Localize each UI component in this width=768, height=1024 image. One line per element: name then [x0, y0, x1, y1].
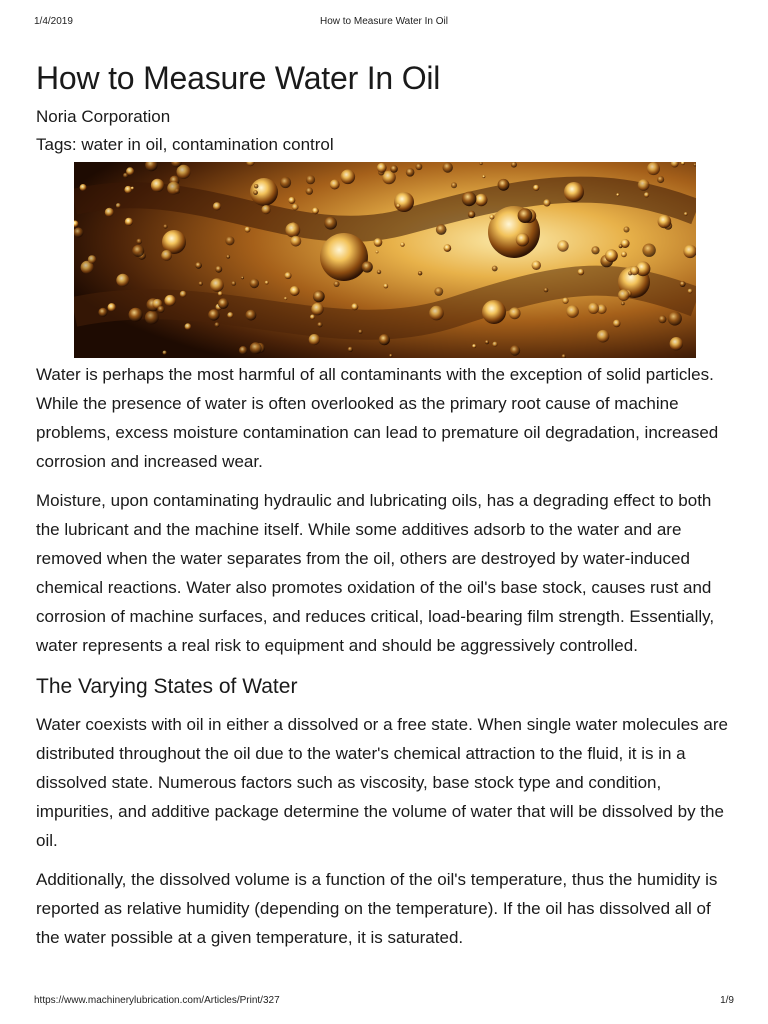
- droplet: [132, 245, 144, 257]
- droplet: [485, 340, 489, 344]
- droplet: [167, 182, 180, 195]
- droplet: [436, 224, 447, 235]
- droplet: [309, 334, 320, 345]
- droplet: [116, 274, 129, 287]
- droplet: [482, 175, 485, 178]
- droplet: [533, 185, 539, 191]
- droplet: [163, 224, 167, 228]
- section-heading: The Varying States of Water: [36, 675, 298, 698]
- droplet: [231, 281, 236, 286]
- print-date: 1/4/2019: [34, 16, 73, 27]
- droplet: [226, 255, 230, 259]
- droplet: [509, 307, 521, 319]
- article-title: How to Measure Water In Oil: [36, 60, 441, 96]
- article: [36, 56, 738, 947]
- droplet: [597, 330, 610, 343]
- droplet: [434, 287, 443, 296]
- droplet: [376, 250, 379, 253]
- droplet: [218, 298, 229, 309]
- droplet: [213, 202, 221, 210]
- droplet: [680, 281, 686, 287]
- droplet: [265, 281, 269, 285]
- droplet: [290, 286, 300, 296]
- paragraph: Moisture, upon contaminating hydraulic and lubricating oils, has a degrading effect to both the lubricant and the machine itself. While some additives adsorb to the water and are removed when the water separates from the oil, others are destroyed by water-induced chemical reactions. Water also promotes oxidation of the oil's base stock, causes rust and corrosion of machine surfaces, and reduces critical, load-bearing film strength. Essentially, water represents a real risk to equipment and should be aggressively controlled.: [36, 491, 715, 655]
- droplet: [642, 244, 655, 257]
- droplet: [215, 266, 222, 273]
- droplet: [377, 270, 381, 274]
- droplet: [225, 236, 234, 245]
- droplet: [566, 305, 579, 318]
- droplet: [125, 218, 133, 226]
- droplet: [630, 266, 639, 275]
- droplet: [379, 334, 390, 345]
- droplet: [250, 279, 260, 289]
- droplet: [468, 211, 475, 218]
- droplet: [241, 276, 244, 279]
- droplet: [390, 165, 398, 173]
- droplet: [351, 303, 358, 310]
- print-header: [34, 16, 734, 30]
- droplet: [262, 205, 271, 214]
- droplet: [227, 312, 233, 318]
- droplet: [136, 239, 142, 245]
- droplet: [145, 311, 159, 325]
- droplet: [199, 281, 203, 285]
- droplet: [131, 187, 134, 190]
- droplet: [480, 162, 483, 165]
- droplet: [400, 242, 404, 246]
- droplet: [619, 244, 623, 248]
- droplet: [668, 311, 682, 325]
- droplet: [444, 244, 452, 252]
- droplet: [306, 175, 315, 184]
- droplet: [324, 217, 337, 230]
- droplet: [124, 186, 132, 194]
- droplet: [292, 204, 299, 211]
- droplet: [624, 227, 630, 233]
- droplet: [285, 272, 292, 279]
- droplet: [489, 215, 494, 220]
- droplet: [621, 251, 627, 257]
- droplet: [688, 289, 693, 294]
- droplet: [285, 223, 300, 238]
- droplet: [657, 176, 664, 183]
- droplet: [613, 320, 621, 328]
- droplet: [108, 303, 116, 311]
- droplet: [516, 233, 529, 246]
- droplet: [591, 246, 599, 254]
- droplet: [105, 208, 114, 217]
- droplet: [482, 300, 506, 324]
- droplet: [406, 168, 415, 177]
- droplet: [443, 162, 453, 172]
- oil-and-water-droplets-image: [74, 162, 696, 358]
- droplet: [288, 197, 295, 204]
- droplet: [374, 238, 383, 247]
- droplet: [246, 310, 257, 321]
- droplet: [334, 281, 340, 287]
- droplet: [310, 315, 315, 320]
- droplet: [389, 354, 392, 357]
- droplet: [616, 193, 619, 196]
- droplet: [151, 179, 164, 192]
- droplet: [564, 182, 584, 202]
- droplet: [498, 179, 510, 191]
- droplet: [290, 236, 301, 247]
- droplet: [362, 261, 373, 272]
- droplet: [670, 337, 683, 350]
- droplet: [416, 163, 423, 170]
- droplet: [532, 261, 541, 270]
- droplet: [638, 179, 650, 191]
- print-url: https://www.machinerylubrication.com/Articles/Print/327: [34, 995, 280, 1006]
- droplet: [578, 269, 585, 276]
- droplet: [254, 184, 258, 188]
- droplet: [157, 306, 164, 313]
- droplet: [684, 212, 688, 216]
- droplet: [80, 184, 87, 191]
- droplet: [313, 291, 325, 303]
- droplet: [358, 330, 362, 334]
- droplet: [618, 289, 630, 301]
- droplet: [253, 190, 258, 195]
- droplet: [492, 266, 498, 272]
- droplet: [215, 322, 220, 327]
- paragraph: Additionally, the dissolved volume is a function of the oil's temperature, thus the humidity is reported as relative humidity (depending on the temperature). If the oil has dissolved all of the water possible at a given temperature, it is saturated.: [36, 870, 718, 947]
- page-number: 1/9: [720, 995, 734, 1006]
- droplet: [475, 194, 487, 206]
- droplet: [588, 303, 599, 314]
- droplet: [164, 295, 175, 306]
- droplet: [218, 291, 223, 296]
- droplet: [311, 303, 323, 315]
- droplet: [543, 199, 550, 206]
- droplet: [320, 233, 368, 281]
- droplet: [394, 192, 414, 212]
- droplet: [116, 203, 121, 208]
- droplet: [647, 162, 660, 175]
- droplet: [396, 204, 400, 208]
- paragraph: Water is perhaps the most harmful of all contaminants with the exception of solid particles. While the presence of water is often overlooked as the primary root cause of machine problems, excess moisture contamination can lead to premature oil degradation, increased corrosion and increased wear.: [36, 365, 719, 471]
- droplet: [658, 215, 672, 229]
- article-body: [36, 360, 738, 962]
- droplet: [239, 346, 247, 354]
- droplet: [383, 284, 388, 289]
- droplet: [185, 323, 192, 330]
- paragraph: Water coexists with oil in either a dissolved or a free state. When single water molecules are distributed throughout the oil due to the water's chemical attraction to the fluid, it is in a dissolved state. Numerous factors such as viscosity, base stock type and condition, impurities, and additive package determine the volume of water that will be dissolved by the oil.: [36, 715, 728, 850]
- droplet: [250, 342, 262, 354]
- droplet: [195, 262, 202, 269]
- droplet: [161, 250, 172, 261]
- droplet: [88, 255, 96, 263]
- droplet: [348, 347, 353, 352]
- print-footer: [34, 995, 734, 1009]
- droplet: [180, 291, 187, 298]
- droplet: [129, 308, 143, 322]
- print-page-title: How to Measure Water In Oil: [319, 16, 448, 27]
- droplet: [330, 180, 340, 190]
- droplet: [518, 208, 533, 223]
- droplet: [451, 182, 457, 188]
- article-author: Noria Corporation: [36, 107, 171, 126]
- droplet: [658, 315, 666, 323]
- droplet: [208, 309, 219, 320]
- droplet: [306, 187, 313, 194]
- droplet: [644, 192, 649, 197]
- droplet: [462, 192, 477, 207]
- article-tags: Tags: water in oil, contamination control: [36, 135, 334, 154]
- droplet: [312, 208, 319, 215]
- droplet: [605, 249, 618, 262]
- droplet: [98, 308, 107, 317]
- droplet: [210, 278, 224, 292]
- droplet: [163, 351, 167, 355]
- droplet: [280, 177, 291, 188]
- droplet: [472, 344, 476, 348]
- droplet: [123, 173, 128, 178]
- droplet: [284, 297, 287, 300]
- droplet: [510, 345, 520, 355]
- droplet: [557, 240, 568, 251]
- droplet: [621, 302, 625, 306]
- droplet: [341, 170, 356, 185]
- droplet: [492, 342, 497, 347]
- droplet: [245, 227, 251, 233]
- droplet: [377, 163, 387, 173]
- droplet: [418, 271, 422, 275]
- droplet: [429, 306, 444, 321]
- droplet: [544, 288, 549, 293]
- droplet: [317, 322, 322, 327]
- droplet: [562, 298, 568, 304]
